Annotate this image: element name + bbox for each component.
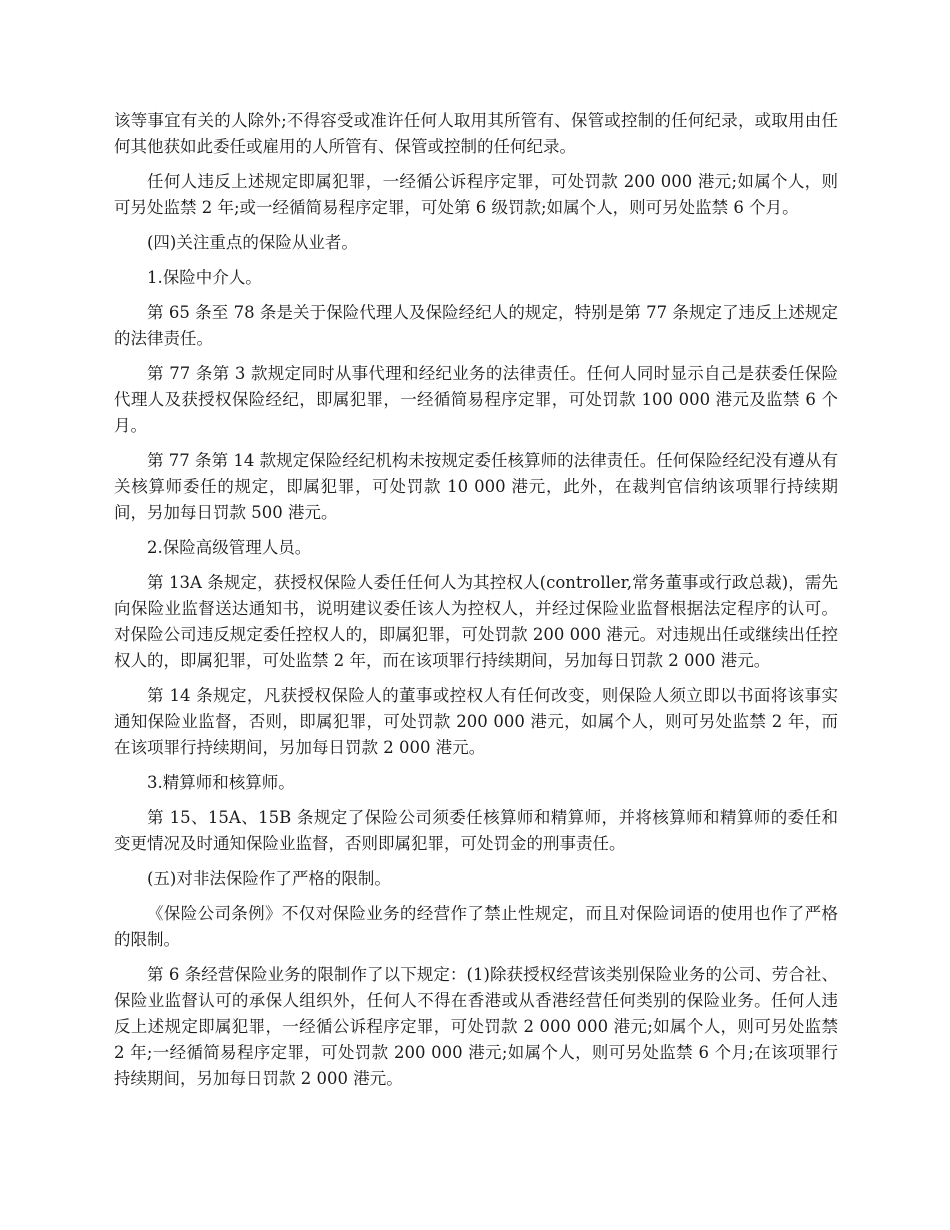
paragraph-article-77-3: 第 77 条第 3 款规定同时从事代理和经纪业务的法律责任。任何人同时显示自己是获委任保险代理人及获授权保险经纪，即属犯罪，一经循简易程序定罪，可处罚款 100 000 港元及监禁 6 个月。 (114, 364, 838, 435)
heading-intermediaries: 1.保险中介人。 (147, 268, 262, 287)
paragraph-article-13a: 第 13A 条规定，获授权保险人委任任何人为其控权人(controller,常务董事或行政总裁)，需先向保险业监督送达通知书，说明建议委任该人为控权人，并经过保险业监督根据法定程序的认可。对保险公司违反规定委任控权人的，即属犯罪，可处罚款 200 000 港元。对违规出任或继续出任控权人的，即属犯罪，可处监禁 2 年，而在该项罪行持续期间，另加每日罚款 2 000 港元。 (114, 573, 838, 670)
paragraph-article-6: 第 6 条经营保险业务的限制作了以下规定：(1)除获授权经营该类别保险业务的公司、劳合社、保险业监督认可的承保人组织外，任何人不得在香港或从香港经营任何类别的保险业务。任何人违反上述规定即属犯罪，一经循公诉程序定罪，可处罚款 2 000 000 港元;如属个人，则可另处监禁 2 年;一经循简易程序定罪，可处罚款 200 000 港元;如属个人，则可另处监禁 6 个月;在该项罪行持续期间，另加每日罚款 2 000 港元。 (114, 965, 838, 1088)
heading-senior-management: 2.保险高级管理人员。 (147, 538, 312, 557)
heading-actuaries-auditors: 3.精算师和核算师。 (147, 773, 295, 792)
paragraph-article-15: 第 15、15A、15B 条规定了保险公司须委任核算师和精算师，并将核算师和精算师的委任和变更情况及时通知保险业监督，否则即属犯罪，可处罚金的刑事责任。 (114, 808, 838, 853)
heading-section-4: (四)关注重点的保险从业者。 (147, 233, 358, 252)
paragraph-ordinance-restrictions: 《保险公司条例》不仅对保险业务的经营作了禁止性规定，而且对保险词语的使用也作了严格的限制。 (114, 904, 838, 949)
paragraph-article-77-14: 第 77 条第 14 款规定保险经纪机构未按规定委任核算师的法律责任。任何保险经纪没有遵从有关核算师委任的规定，即属犯罪，可处罚款 10 000 港元，此外，在裁判官信纳该项罪行持续期间，另加每日罚款 500 港元。 (114, 451, 838, 522)
paragraph-penalty-records: 任何人违反上述规定即属犯罪，一经循公诉程序定罪，可处罚款 200 000 港元;如属个人，则可另处监禁 2 年;或一经循简易程序定罪，可处第 6 级罚款;如属个人，则可另处监禁 6 个月。 (114, 172, 838, 217)
paragraph-continued-records: 该等事宜有关的人除外;不得容受或准许任何人取用其所管有、保管或控制的任何纪录，或取用由任何其他获如此委任或雇用的人所管有、保管或控制的任何纪录。 (114, 111, 838, 156)
heading-section-5: (五)对非法保险作了严格的限制。 (147, 869, 391, 888)
document-body (114, 108, 838, 1101)
paragraph-article-14: 第 14 条规定，凡获授权保险人的董事或控权人有任何改变，则保险人须立即以书面将该事实通知保险业监督，否则，即属犯罪，可处罚款 200 000 港元，如属个人，则可另处监禁 2 年，而在该项罪行持续期间，另加每日罚款 2 000 港元。 (114, 686, 838, 757)
paragraph-articles-65-78: 第 65 条至 78 条是关于保险代理人及保险经纪人的规定，特别是第 77 条规定了违反上述规定的法律责任。 (114, 303, 838, 348)
